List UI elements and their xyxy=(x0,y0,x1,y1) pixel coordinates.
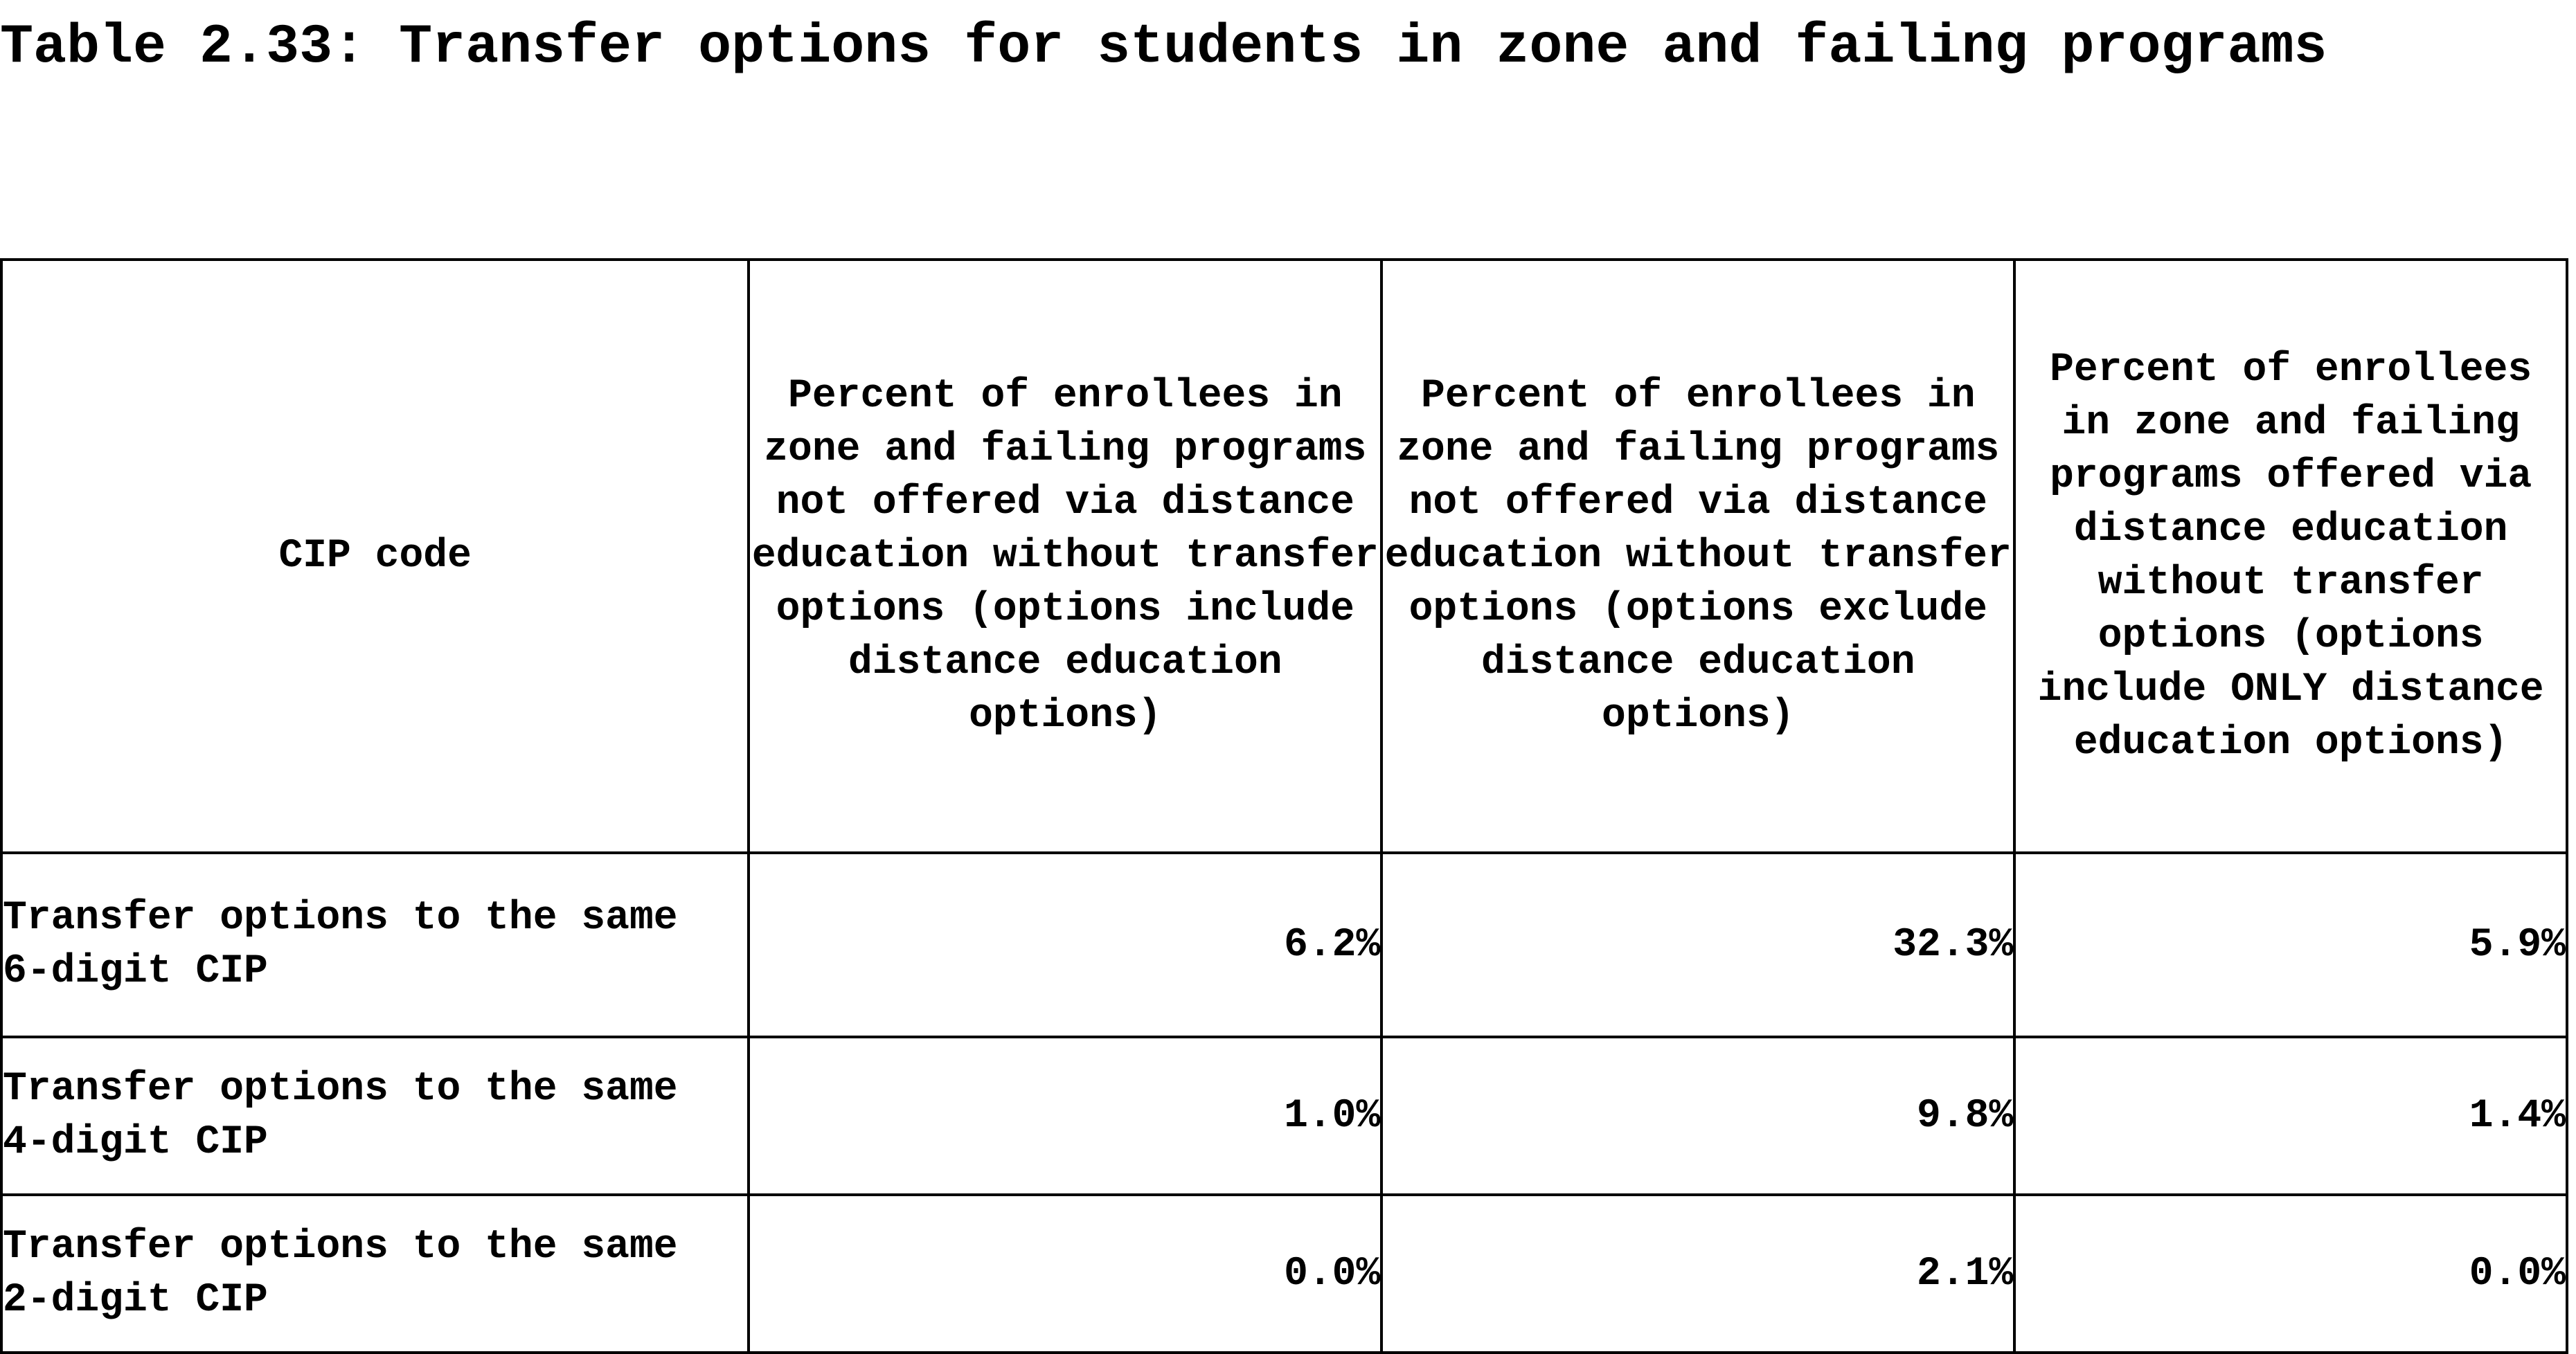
value-cell: 9.8% xyxy=(1381,1037,2014,1195)
header-cip-code: CIP code xyxy=(1,260,749,853)
row-label: Transfer options to the same 2-digit CIP xyxy=(1,1195,749,1353)
value-cell: 2.1% xyxy=(1381,1195,2014,1353)
value-cell: 0.0% xyxy=(749,1195,1381,1353)
row-label: Transfer options to the same 6-digit CIP xyxy=(1,853,749,1037)
table-row xyxy=(1,1195,2567,1353)
header-not-offered-include-distance: Percent of enrollees in zone and failing programs not offered via distance education without transfer options (options include distance education options) xyxy=(749,260,1381,853)
value-cell: 0.0% xyxy=(2014,1195,2567,1353)
value-cell: 1.0% xyxy=(749,1037,1381,1195)
table-row xyxy=(1,853,2567,1037)
value-cell: 6.2% xyxy=(749,853,1381,1037)
table-row xyxy=(1,1037,2567,1195)
transfer-options-table xyxy=(0,258,2568,1354)
table-header-row xyxy=(1,260,2567,853)
header-not-offered-exclude-distance: Percent of enrollees in zone and failing programs not offered via distance education without transfer options (options exclude distance education options) xyxy=(1381,260,2014,853)
row-label: Transfer options to the same 4-digit CIP xyxy=(1,1037,749,1195)
value-cell: 1.4% xyxy=(2014,1037,2567,1195)
header-offered-only-distance: Percent of enrollees in zone and failing programs offered via distance education without transfer options (options include ONLY distance education options) xyxy=(2014,260,2567,853)
value-cell: 32.3% xyxy=(1381,853,2014,1037)
value-cell: 5.9% xyxy=(2014,853,2567,1037)
table-title: Table 2.33: Transfer options for students in zone and failing programs xyxy=(0,16,2327,79)
